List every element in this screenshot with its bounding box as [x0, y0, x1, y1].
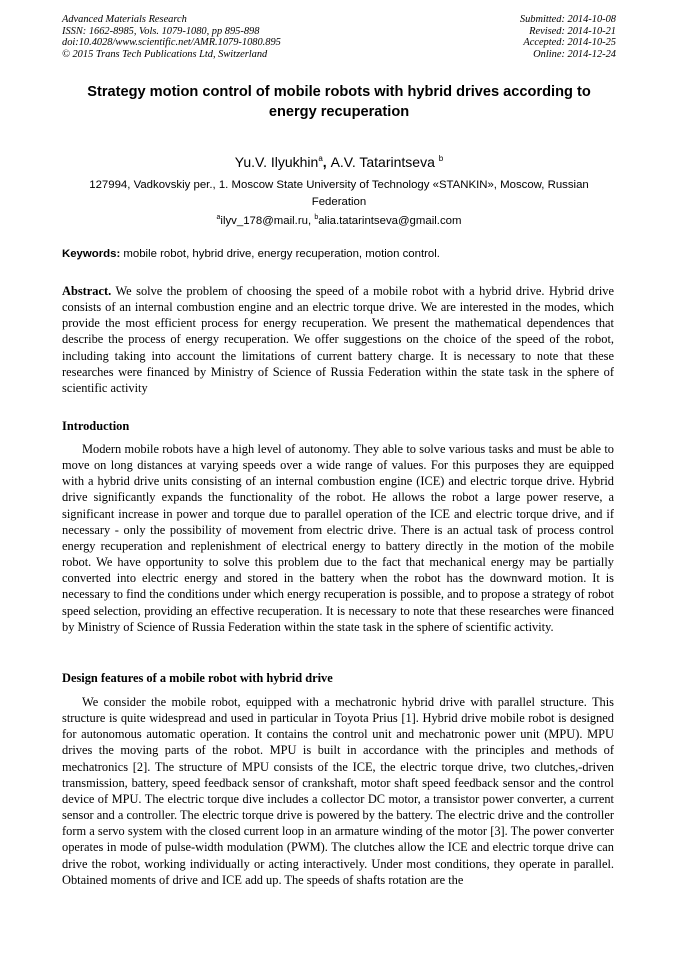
author-list	[62, 150, 616, 171]
keywords-text: mobile robot, hybrid drive, energy recuperation, motion control.	[120, 248, 440, 260]
date-online: Online: 2014-12-24	[533, 48, 616, 60]
author-name: Yu.V. Ilyukhin	[234, 154, 319, 170]
date-accepted: Accepted: 2014-10-25	[523, 37, 616, 49]
paper-title: Strategy motion control of mobile robots with hybrid drives according to energy recuperation	[87, 84, 591, 120]
abstract-label: Abstract.	[62, 284, 112, 298]
keywords-label: Keywords:	[62, 248, 121, 260]
author-name: A.V. Tatarintseva	[330, 154, 435, 170]
email-address: ilyv_178@mail.ru	[220, 215, 308, 227]
email-address: alia.tatarintseva@gmail.com	[318, 215, 462, 227]
date-revised: Revised: 2014-10-21	[529, 25, 616, 37]
journal-doi: doi:10.4028/www.scientific.net/AMR.1079-1080.895	[62, 37, 281, 49]
journal-name: Advanced Materials Research	[62, 14, 187, 25]
email-mark: b	[314, 214, 319, 221]
author-affil-mark: a	[318, 154, 323, 163]
introduction-paragraph: Modern mobile robots have a high level of autonomy. They able to solve various tasks and must be able to move on long distances at varying speeds over a wide range of values. For this purposes they are equipped with a hybrid drive units consisting of an internal combustion engine (ICE) and electric torque drive. Hybrid drive significantly expands the functionality of the robot. He allows the robot a large power reserve, a significant increase in power and torque due to parallel operation of the ICE and electric torque drive, and if necessary - only the possibility of movement from electric drive. There is an actual task of process control energy recuperation and replenishment of electrical energy to battery directly in the motion of the mobile robot. We have opportunity to solve this problem due to the fact that mechanical energy may be partially converted into electric energy and stored in the battery when the robot has the downward motion. It is necessary to find the conditions under which energy recuperation is possible, and to propose a strategy of robot speed selection, providing an effective recuperation. It is necessary to note that these researches were financed by Ministry of Science of Russia Federation within the state task in the sphere of scientific activity.	[62, 442, 614, 634]
journal-issn: ISSN: 1662-8985, Vols. 1079-1080, pp 895-898	[62, 25, 260, 37]
email-mark: a	[216, 214, 221, 221]
author-separator: ,	[322, 154, 331, 170]
keywords	[62, 246, 616, 262]
section-heading-introduction: Introduction	[62, 419, 130, 433]
abstract	[62, 283, 614, 396]
journal-header	[62, 14, 616, 60]
submission-dates	[520, 14, 616, 60]
affiliation: 127994, Vadkovskiy per., 1. Moscow State University of Technology «STANKIN», Moscow, Russian Federation	[89, 179, 589, 208]
author-affil-mark: b	[438, 154, 444, 163]
design-paragraph: We consider the mobile robot, equipped with a mechatronic hybrid drive with parallel structure. This structure is quite widespread and used in particular in Toyota Prius [1]. Hybrid drive mobile robot is designed for autonomous automatic operation. It contains the control unit and mechatronic power unit (MPU). MPU drives the moving parts of the robot. MPU is built in accordance with the principles and methods of mechatronics [2]. The structure of MPU consists of the ICE, the electric torque drive, two clutches,-driven transmission, battery, speed feedback sensor of crankshaft, motor shaft speed feedback sensor and the control device of MPU. The electric torque dive includes a collector DC motor, a transistor power converter, a current sensor and a controller. The electric torque drive is powered by the battery. The electric drive and the controller form a servo system with the closed current loop in an armature winding of the motor [3]. The power converter operates in mode of pulse-width modulation (PWM). The clutches allow the ICE and electric torque drive can drive the robot, working individually or acting interactively. Under most conditions, they operate in parallel. Obtained moments of drive and ICE add up. The speeds of shafts rotation are the	[62, 695, 614, 887]
author-emails	[62, 210, 616, 229]
date-submitted: Submitted: 2014-10-08	[519, 14, 616, 25]
journal-info	[62, 14, 281, 60]
journal-copyright: © 2015 Trans Tech Publications Ltd, Switzerland	[62, 48, 268, 60]
abstract-text: We solve the problem of choosing the speed of a mobile robot with a hybrid drive. Hybrid drive consists of an internal combustion engine and an electric torque drive. We are interested in the modes, which provide the most efficient process for energy recuperation. We present the mathematical dependences that describe the process of energy recuperation. We offer suggestions on the choice of the speed of the robot, including taking into account the limitations of current battery charge. It is necessary to note that these researches were financed by Ministry of Science of Russia Federation within the state task in the sphere of scientific activity	[62, 284, 614, 395]
section-heading-design: Design features of a mobile robot with hybrid drive	[62, 671, 333, 685]
email-separator: ,	[307, 215, 315, 227]
